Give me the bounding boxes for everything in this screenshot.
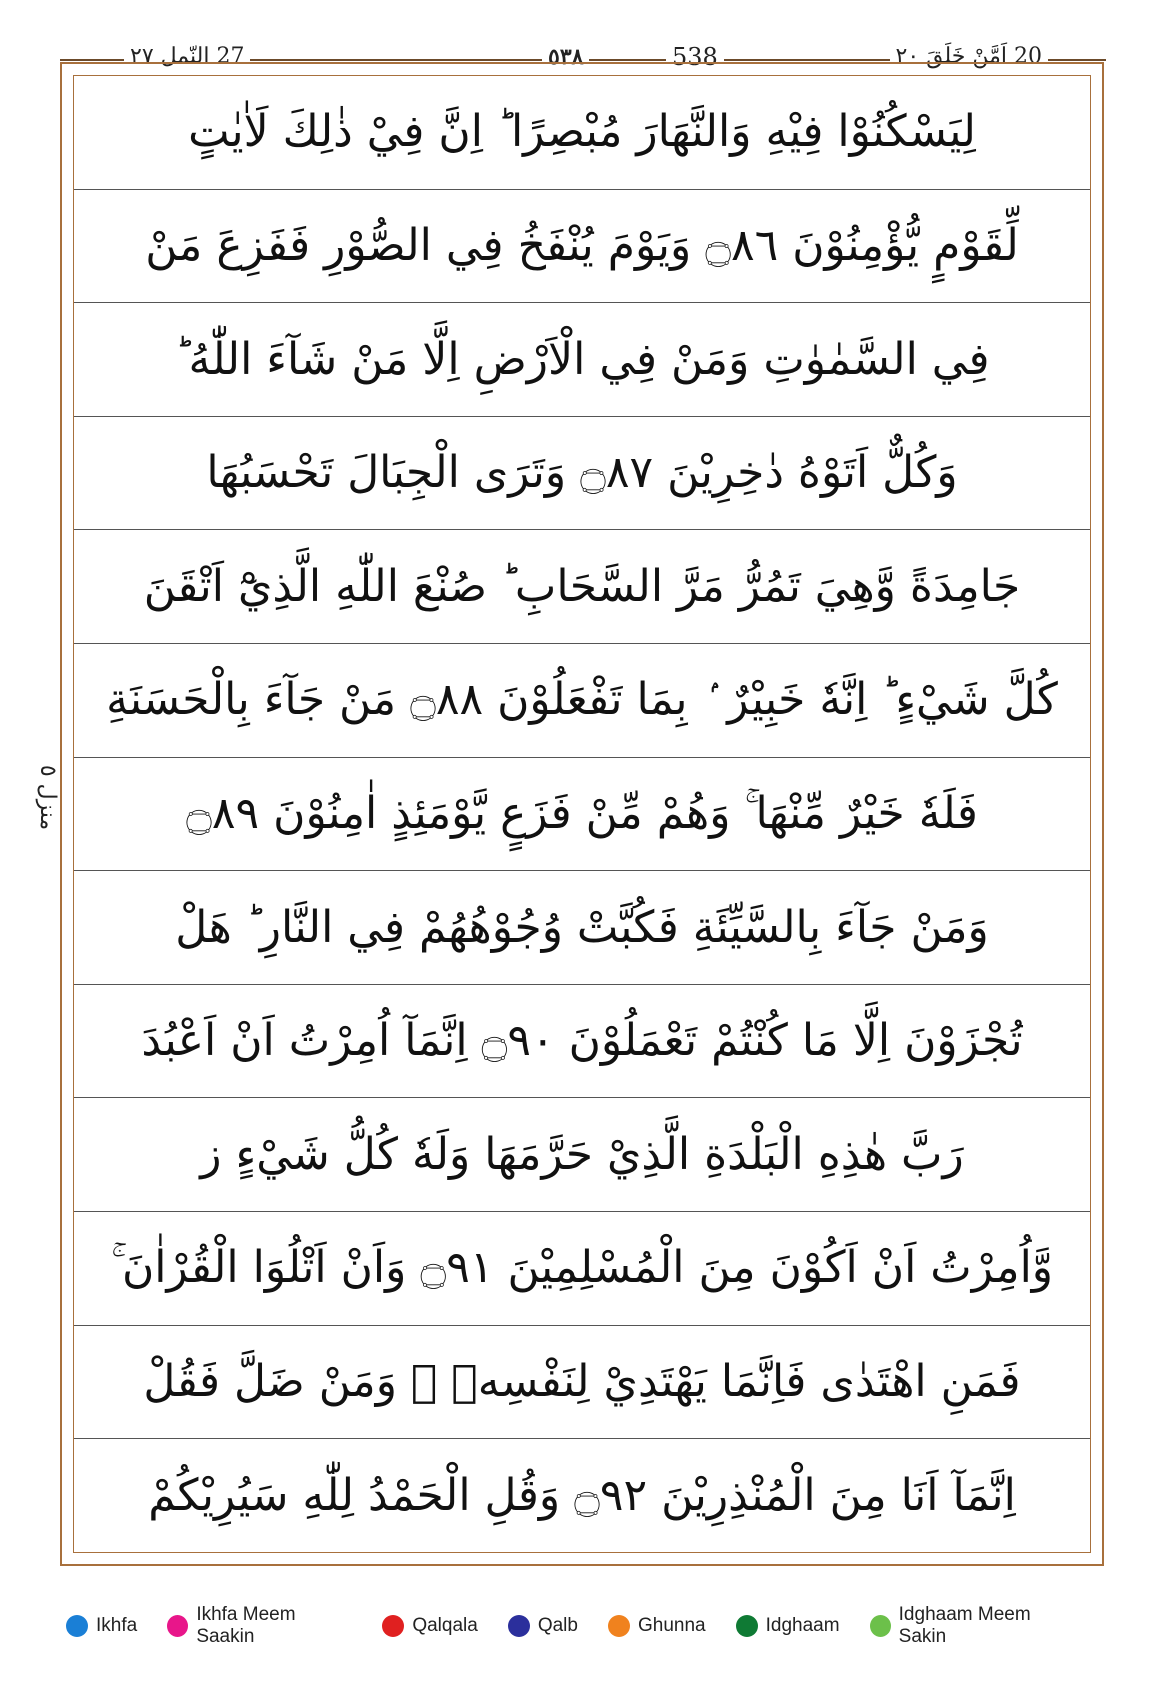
- ayah-line: [74, 190, 1090, 304]
- manzil-marker: [28, 742, 68, 852]
- ayah-line-text: وَّاُمِرْتُ اَنْ اَكُوْنَ مِنَ الْمُسْلِمِيْنَ ۝٩١ وَاَنْ اَتْلُوَا الْقُرْاٰنَ ۚ: [110, 1242, 1054, 1294]
- ayah-line-text: لِيَسْكُنُوْا فِيْهِ وَالنَّهَارَ مُبْصِرًا ؕ اِنَّ فِيْ ذٰلِكَ لَاٰيٰتٍ: [188, 106, 976, 158]
- legend-color-dot: [608, 1615, 630, 1637]
- legend-label: Idghaam: [765, 1615, 840, 1636]
- ayah-line: [74, 1098, 1090, 1212]
- legend-color-dot: [736, 1615, 758, 1637]
- ayah-line: [74, 417, 1090, 531]
- ayah-line: [74, 758, 1090, 872]
- legend-item: [66, 1615, 137, 1637]
- ayah-line-text: فَمَنِ اهْتَدٰى فَاِنَّمَا يَهْتَدِيْ لِنَفْسِهٖ ۚ وَمَنْ ضَلَّ فَقُلْ: [143, 1356, 1021, 1407]
- legend-item: [736, 1615, 840, 1637]
- ayah-line-text: جَامِدَةً وَّهِيَ تَمُرُّ مَرَّ السَّحَابِ ؕ صُنْعَ اللّٰهِ الَّذِيْٓ اَتْقَنَ: [143, 560, 1021, 612]
- ayah-line-text: رَبَّ هٰذِهِ الْبَلْدَةِ الَّذِيْ حَرَّمَهَا وَلَهٗ كُلُّ شَيْءٍ ز: [200, 1128, 964, 1180]
- legend-item: [167, 1604, 352, 1648]
- ayah-line: [74, 1212, 1090, 1326]
- ayah-line: [74, 530, 1090, 644]
- legend-label: Ikhfa Meem Saakin: [196, 1604, 296, 1647]
- ayah-line: [74, 76, 1090, 190]
- header-juz-label: 20 اَمَّنْ خَلَقَ ٢٠: [890, 40, 1049, 74]
- ayah-line-text: وَكُلٌّ اَتَوْهُ دٰخِرِيْنَ ۝٨٧ وَتَرَى الْجِبَالَ تَحْسَبُهَا: [206, 447, 958, 499]
- legend-item: [870, 1604, 1076, 1648]
- ayah-line: [74, 644, 1090, 758]
- ayah-line: [74, 871, 1090, 985]
- legend-item: [608, 1615, 706, 1637]
- ayah-line: [74, 985, 1090, 1099]
- quran-text-block: [73, 75, 1091, 1553]
- header-surah-label: 27 النّمل ٢٧: [124, 40, 250, 74]
- legend-color-dot: [167, 1615, 188, 1637]
- ayah-line-text: وَمَنْ جَآءَ بِالسَّيِّئَةِ فَكُبَّتْ وُجُوْهُهُمْ فِي النَّارِ ؕ هَلْ: [175, 901, 989, 953]
- legend-item: [508, 1615, 578, 1637]
- legend-label: Qalqala: [412, 1615, 478, 1636]
- header-page-number: 538: [666, 40, 724, 74]
- legend-color-dot: [508, 1615, 530, 1637]
- ayah-line-text: كُلَّ شَيْءٍ ؕ اِنَّهٗ خَبِيْرٌ ۢ بِمَا تَفْعَلُوْنَ ۝٨٨ مَنْ جَآءَ بِالْحَسَنَةِ: [106, 674, 1058, 726]
- legend-label: Idghaam Meem Sakin: [898, 1604, 1031, 1647]
- ayah-line-text: لِّقَوْمٍ يُّؤْمِنُوْنَ ۝٨٦ وَيَوْمَ يُنْفَخُ فِي الصُّوْرِ فَفَزِعَ مَنْ: [145, 219, 1019, 271]
- legend-label: Qalb: [537, 1615, 578, 1636]
- tajweed-legend: [66, 1606, 1106, 1646]
- legend-label: Ikhfa: [96, 1615, 138, 1636]
- ayah-line-text: فِي السَّمٰوٰتِ وَمَنْ فِي الْاَرْضِ اِلَّا مَنْ شَآءَ اللّٰهُ ؕ: [174, 333, 990, 385]
- ayah-line-text: اِنَّمَآ اَنَا مِنَ الْمُنْذِرِيْنَ ۝٩٢ وَقُلِ الْحَمْدُ لِلّٰهِ سَيُرِيْكُمْ: [148, 1469, 1016, 1521]
- ayah-line-text: فَلَهٗ خَيْرٌ مِّنْهَا ۚ وَهُمْ مِّنْ فَزَعٍ يَّوْمَئِذٍ اٰمِنُوْنَ ۝٨٩: [186, 787, 978, 839]
- ayah-line-text: تُجْزَوْنَ اِلَّا مَا كُنْتُمْ تَعْمَلُوْنَ ۝٩٠ اِنَّمَآ اُمِرْتُ اَنْ اَعْبُدَ: [141, 1015, 1023, 1067]
- manzil-label: منزل ٥: [35, 764, 61, 830]
- legend-color-dot: [382, 1615, 404, 1637]
- legend-color-dot: [66, 1615, 88, 1637]
- header-page-arabic: ٥٣٨: [542, 40, 589, 74]
- ayah-line: [74, 1326, 1090, 1440]
- ayah-line: [74, 303, 1090, 417]
- legend-item: [382, 1615, 478, 1637]
- legend-color-dot: [870, 1615, 891, 1637]
- legend-label: Ghunna: [637, 1615, 706, 1636]
- ayah-line: [74, 1439, 1090, 1552]
